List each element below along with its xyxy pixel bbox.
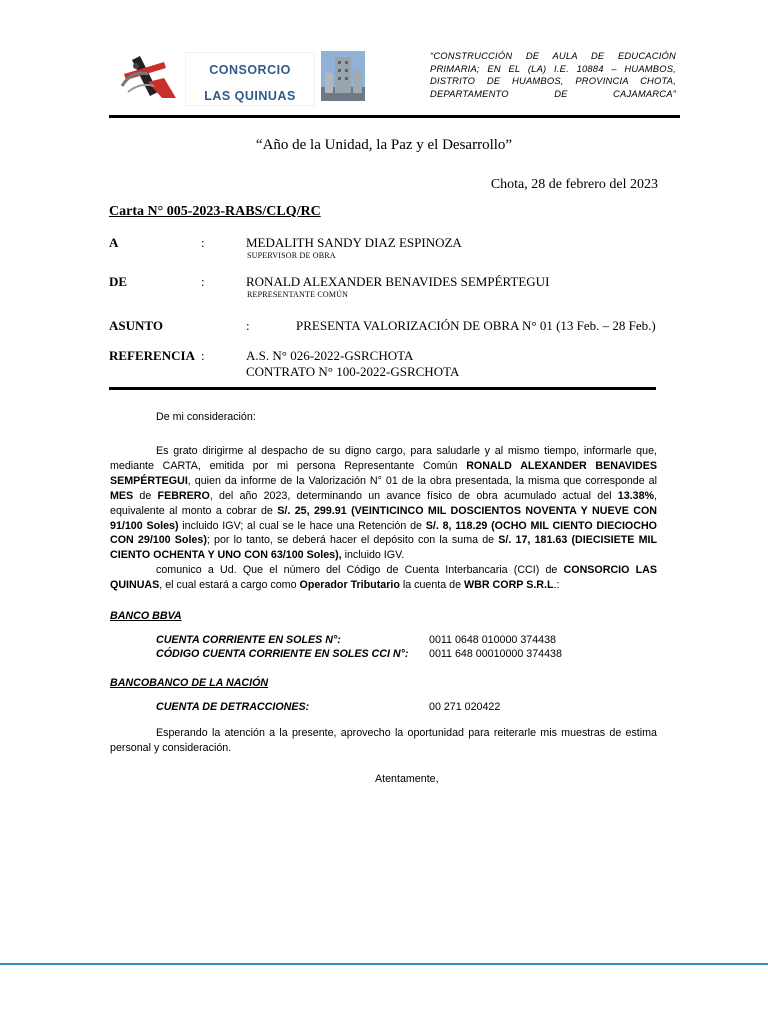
- field-referencia-label: REFERENCIA: [109, 348, 195, 363]
- field-a-label: A: [109, 235, 119, 250]
- field-referencia-value1: A.S. N° 026-2022-GSRCHOTA: [246, 348, 414, 363]
- greeting: De mi consideración:: [156, 411, 256, 423]
- account-cci-value: 0011 648 00010000 374438: [429, 648, 562, 660]
- paragraph-valuation: Es grato dirigirme al despacho de su digno cargo, para saludarle y al mismo tiempo, informarle que, mediante CARTA, emitida por mi persona Representante Común RONALD ALEXANDER BENAVIDES SEMPÉRTEGUI, quien da informe de la Valorización N° 01 de la obra presentada, la misma que corresponde al MES de FEBRERO, del año 2023, determinando un avance físico de obra acumulado actual del 13.38%, equivalente al monto a cobrar de S/. 25, 299.91 (VEINTICINCO MIL DOSCIENTOS NOVENTA Y NUEVE CON 91/100 Soles) incluido IGV; al cual se le hace una Retención de S/. 8, 118.29 (OCHO MIL CIENTO DIECIOCHO CON 29/100 Soles); por lo tanto, se deberá hacer el depósito con la suma de S/. 17, 181.63 (DIECISIETE MIL CIENTO OCHENTA Y UNO CON 63/100 Soles), incluido IGV.: [110, 445, 657, 562]
- year-motto: “Año de la Unidad, la Paz y el Desarrollo”: [255, 137, 513, 153]
- header-divider: [109, 115, 680, 118]
- field-a-sub: SUPERVISOR DE OBRA: [247, 251, 336, 260]
- consortium-logo: [186, 53, 314, 105]
- fields-divider: [109, 387, 656, 390]
- building-photo: [321, 51, 365, 101]
- bank-bbva-heading: BANCO BBVA: [110, 610, 182, 622]
- field-a-value: MEDALITH SANDY DIAZ ESPINOZA: [246, 235, 462, 250]
- paragraph-cci: comunico a Ud. Que el número del Código de Cuenta Interbancaria (CCI) de CONSORCIO LAS QUINUAS, el cual estará a cargo como Operador Tributario la cuenta de WBR CORP S.R.L.:: [110, 564, 657, 591]
- account-current-label: CUENTA CORRIENTE EN SOLES N°:: [156, 634, 341, 646]
- account-current-value: 0011 0648 010000 374438: [429, 634, 556, 646]
- field-a-colon: :: [201, 235, 205, 250]
- field-asunto-value: PRESENTA VALORIZACIÓN DE OBRA N° 01 (13 Feb. – 28 Feb.): [296, 318, 656, 333]
- field-de-value: RONALD ALEXANDER BENAVIDES SEMPÉRTEGUI: [246, 274, 550, 289]
- field-asunto-colon: :: [246, 318, 250, 333]
- letter-date: Chota, 28 de febrero del 2023: [490, 177, 658, 192]
- logo-line1: CONSORCIO: [209, 63, 291, 77]
- signoff: Atentamente,: [375, 773, 439, 785]
- footer-divider: [0, 963, 768, 965]
- account-detracciones-value: 00 271 020422: [429, 701, 501, 713]
- logo-line2: LAS QUINUAS: [204, 89, 296, 103]
- field-referencia-colon: :: [201, 348, 205, 363]
- consortium-emblem: [118, 52, 180, 102]
- field-asunto-label: ASUNTO: [109, 318, 163, 333]
- letter-reference-number: Carta N° 005-2023-RABS/CLQ/RC: [109, 204, 321, 219]
- closing-paragraph: Esperando la atención a la presente, aprovecho la oportunidad para reiterarle mis muestras de estima personal y consideración.: [110, 727, 657, 754]
- field-de-colon: :: [201, 274, 205, 289]
- account-detracciones-label: CUENTA DE DETRACCIONES:: [156, 701, 310, 713]
- field-de-sub: REPRESENTANTE COMÚN: [247, 290, 349, 299]
- field-de-label: DE: [109, 274, 128, 289]
- account-cci-label: CÓDIGO CUENTA CORRIENTE EN SOLES CCI N°:: [156, 648, 409, 660]
- bank-nacion-heading: BANCOBANCO DE LA NACIÓN: [110, 677, 269, 689]
- field-referencia-value2: CONTRATO N° 100-2022-GSRCHOTA: [246, 364, 460, 379]
- project-title: “CONSTRUCCIÓN DE AULA DE EDUCACIÓN PRIMARIA; EN EL (LA) I.E. 10884 – HUAMBOS, DISTRITO DE HUAMBOS, PROVINCIA CHOTA, DEPARTAMENTO DE CAJAMARCA”: [430, 50, 676, 99]
